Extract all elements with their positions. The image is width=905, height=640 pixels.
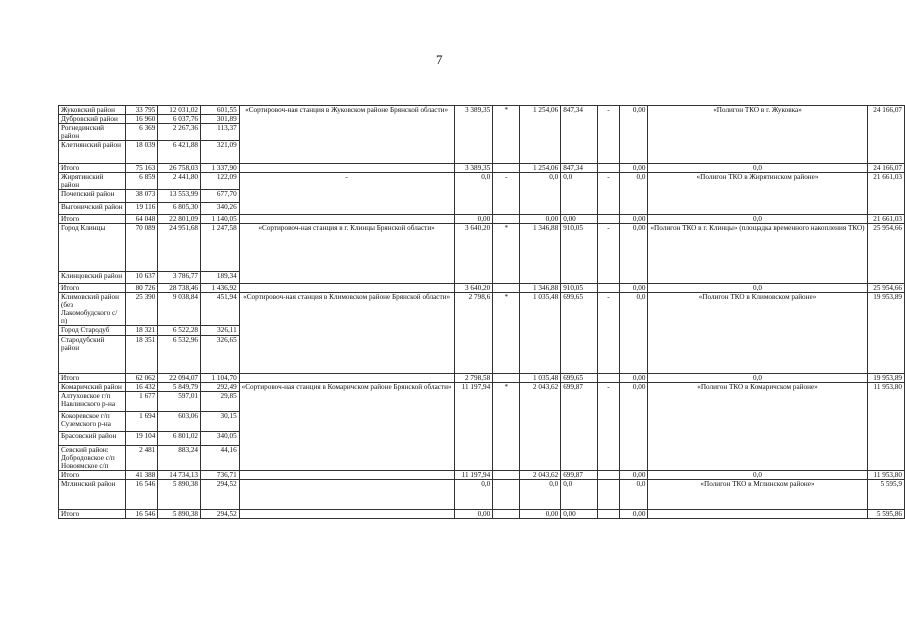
- waste-daily-cell: 340,05: [201, 432, 240, 446]
- marker-cell: *: [493, 224, 520, 284]
- value-cell: 0,0: [561, 173, 598, 215]
- polygon-cell: [648, 510, 867, 519]
- population-cell: 80 726: [126, 284, 158, 293]
- itogo-label: Итого: [59, 374, 126, 383]
- waste-mass-cell: 22 094,07: [158, 374, 201, 383]
- area-cell: Почепский район: [59, 190, 126, 203]
- waste-mass-cell: 13 553,99: [158, 190, 201, 203]
- value-cell: 3 640,20: [454, 224, 493, 284]
- population-cell: 16 546: [126, 510, 158, 519]
- marker-cell: [493, 480, 520, 510]
- area-cell: Рогнединский район: [59, 124, 126, 141]
- waste-daily-cell: 1 436,92: [201, 284, 240, 293]
- itogo-row: [59, 284, 905, 293]
- area-cell: Севский район: Добродовское с/п Новоямское с/п: [59, 446, 126, 471]
- station-cell: [239, 480, 454, 510]
- waste-mass-cell: 883,24: [158, 446, 201, 471]
- waste-mass-cell: 5 890,38: [158, 510, 201, 519]
- polygon-cell: 0,0: [648, 471, 867, 480]
- population-cell: 2 481: [126, 446, 158, 471]
- value-cell: 1 035,48: [520, 293, 561, 374]
- value-cell: 0,00: [561, 510, 598, 519]
- area-cell: Алтуховское г/п Навлинского р-на: [59, 392, 126, 412]
- itogo-label: Итого: [59, 215, 126, 224]
- waste-daily-cell: 122,09: [201, 173, 240, 190]
- waste-daily-cell: 29,85: [201, 392, 240, 412]
- station-cell: «Сортировоч-ная станция в г. Клинцы Брянской области»: [239, 224, 454, 284]
- area-cell: Мглинский район: [59, 480, 126, 510]
- waste-mass-cell: 6 421,88: [158, 141, 201, 164]
- value-cell: 0,0: [520, 480, 561, 510]
- waste-mass-cell: 6 522,28: [158, 326, 201, 336]
- waste-daily-cell: 451,94: [201, 293, 240, 326]
- value-cell: 3 389,35: [454, 164, 493, 173]
- itogo-label: Итого: [59, 164, 126, 173]
- polygon-cell: «Полигон ТКО в Мглинском районе»: [648, 480, 867, 510]
- area-cell: Город Стародуб: [59, 326, 126, 336]
- marker-cell: [493, 374, 520, 383]
- value-cell: 847,34: [561, 164, 598, 173]
- value-cell: 699,87: [561, 471, 598, 480]
- itogo-label: Итого: [59, 510, 126, 519]
- table-row: [59, 480, 905, 510]
- marker-cell: [598, 374, 620, 383]
- population-cell: 16 960: [126, 115, 158, 124]
- table-row: [59, 293, 905, 326]
- polygon-cell: 0,0: [648, 164, 867, 173]
- polygon-cell: «Полигон ТКО в г. Клинцы» (площадка временного накопления ТКО): [648, 224, 867, 284]
- station-cell: [239, 284, 454, 293]
- total-cell: 5 595,86: [867, 510, 904, 519]
- value-cell: 0,0: [454, 480, 493, 510]
- population-cell: 19 116: [126, 203, 158, 215]
- marker-cell: [598, 471, 620, 480]
- station-cell: «Сортировоч-ная станция в Комаричском районе Брянской области»: [239, 383, 454, 471]
- waste-mass-cell: 28 738,46: [158, 284, 201, 293]
- value-cell: 0,00: [454, 510, 493, 519]
- population-cell: 18 039: [126, 141, 158, 164]
- table-row: [59, 106, 905, 115]
- polygon-cell: «Полигон ТКО в Комаричском районе»: [648, 383, 867, 471]
- polygon-cell: 0,0: [648, 374, 867, 383]
- waste-daily-cell: 1 140,05: [201, 215, 240, 224]
- waste-daily-cell: 294,52: [201, 480, 240, 510]
- marker-cell: [493, 284, 520, 293]
- value-cell: 0,0: [520, 173, 561, 215]
- waste-daily-cell: 326,11: [201, 326, 240, 336]
- waste-daily-cell: 292,49: [201, 383, 240, 392]
- waste-mass-cell: 5 849,79: [158, 383, 201, 392]
- total-cell: 11 953,80: [867, 383, 904, 471]
- area-cell: Клетнянский район: [59, 141, 126, 164]
- marker-cell: [598, 164, 620, 173]
- value-cell: 1 254,06: [520, 164, 561, 173]
- marker-cell: [493, 164, 520, 173]
- value-cell: 1 346,88: [520, 224, 561, 284]
- value-cell: 1 254,06: [520, 106, 561, 164]
- marker-cell: *: [493, 293, 520, 374]
- total-cell: 19 953,89: [867, 374, 904, 383]
- marker-cell: *: [493, 106, 520, 164]
- value-cell: 2 798,58: [454, 374, 493, 383]
- table-row: [59, 383, 905, 392]
- waste-mass-cell: 26 758,03: [158, 164, 201, 173]
- station-cell: «Сортировоч-ная станция в Жуковском районе Брянской области»: [239, 106, 454, 164]
- value-cell: 910,05: [561, 224, 598, 284]
- itogo-row: [59, 215, 905, 224]
- station-cell: -: [239, 173, 454, 215]
- value-cell: 3 640,20: [454, 284, 493, 293]
- population-cell: 18 321: [126, 326, 158, 336]
- marker-cell: [598, 284, 620, 293]
- population-cell: 10 637: [126, 272, 158, 284]
- station-cell: [239, 471, 454, 480]
- area-cell: Дубровский район: [59, 115, 126, 124]
- value-cell: 0,00: [619, 471, 648, 480]
- value-cell: 0,00: [619, 374, 648, 383]
- waste-mass-cell: 22 801,09: [158, 215, 201, 224]
- value-cell: 699,87: [561, 383, 598, 471]
- population-cell: 1 677: [126, 392, 158, 412]
- value-cell: 0,00: [619, 215, 648, 224]
- total-cell: 21 661,03: [867, 215, 904, 224]
- marker-cell: [598, 480, 620, 510]
- station-cell: [239, 215, 454, 224]
- waste-mass-cell: 2 267,36: [158, 124, 201, 141]
- waste-daily-cell: 1 104,70: [201, 374, 240, 383]
- marker-cell: [493, 471, 520, 480]
- waste-daily-cell: 677,70: [201, 190, 240, 203]
- value-cell: 699,65: [561, 374, 598, 383]
- area-cell: Кокоревское г/п Суземского р-на: [59, 412, 126, 432]
- waste-mass-cell: 597,01: [158, 392, 201, 412]
- value-cell: 1 346,88: [520, 284, 561, 293]
- value-cell: 0,00: [619, 383, 648, 471]
- station-cell: [239, 374, 454, 383]
- marker-cell: -: [598, 106, 620, 164]
- marker-cell: -: [598, 383, 620, 471]
- waste-mass-cell: 603,06: [158, 412, 201, 432]
- population-cell: 75 163: [126, 164, 158, 173]
- waste-mass-cell: 14 734,13: [158, 471, 201, 480]
- total-cell: 21 661,03: [867, 173, 904, 215]
- itogo-label: Итого: [59, 284, 126, 293]
- total-cell: 5 595,9: [867, 480, 904, 510]
- station-cell: [239, 164, 454, 173]
- total-cell: 11 953,80: [867, 471, 904, 480]
- table-row: [59, 224, 905, 272]
- waste-mass-cell: 6 805,30: [158, 203, 201, 215]
- value-cell: 0,00: [619, 284, 648, 293]
- marker-cell: -: [598, 173, 620, 215]
- total-cell: 19 953,89: [867, 293, 904, 374]
- area-cell: Стародубский район: [59, 336, 126, 374]
- station-cell: [239, 510, 454, 519]
- waste-daily-cell: 1 337,90: [201, 164, 240, 173]
- station-cell: «Сортировоч-ная станция в Климовском районе Брянской области»: [239, 293, 454, 374]
- marker-cell: [598, 215, 620, 224]
- population-cell: 41 388: [126, 471, 158, 480]
- area-cell: Комаричский район: [59, 383, 126, 392]
- waste-daily-cell: 113,37: [201, 124, 240, 141]
- population-cell: 19 104: [126, 432, 158, 446]
- waste-mass-cell: 3 786,77: [158, 272, 201, 284]
- population-cell: 62 062: [126, 374, 158, 383]
- itogo-row: [59, 164, 905, 173]
- waste-mass-cell: 9 038,84: [158, 293, 201, 326]
- area-cell: Жирятинский район: [59, 173, 126, 190]
- population-cell: 33 795: [126, 106, 158, 115]
- population-cell: 16 432: [126, 383, 158, 392]
- waste-mass-cell: 12 031,02: [158, 106, 201, 115]
- polygon-cell: «Полигон ТКО в Климовском районе»: [648, 293, 867, 374]
- itogo-row: [59, 471, 905, 480]
- waste-mass-cell: 6 532,96: [158, 336, 201, 374]
- waste-mass-cell: 2 441,80: [158, 173, 201, 190]
- waste-daily-cell: 301,89: [201, 115, 240, 124]
- value-cell: 0,00: [520, 215, 561, 224]
- area-cell: Выгоничский район: [59, 203, 126, 215]
- polygon-cell: «Полигон ТКО в г. Жуковка»: [648, 106, 867, 164]
- value-cell: 699,65: [561, 293, 598, 374]
- marker-cell: *: [493, 383, 520, 471]
- marker-cell: -: [598, 224, 620, 284]
- marker-cell: [493, 215, 520, 224]
- polygon-cell: 0,0: [648, 215, 867, 224]
- waste-daily-cell: 294,52: [201, 510, 240, 519]
- polygon-cell: 0,0: [648, 284, 867, 293]
- population-cell: 1 694: [126, 412, 158, 432]
- population-cell: 18 351: [126, 336, 158, 374]
- value-cell: 0,0: [619, 173, 648, 215]
- population-cell: 6 369: [126, 124, 158, 141]
- itogo-row: [59, 374, 905, 383]
- value-cell: 0,0: [561, 480, 598, 510]
- total-cell: 24 166,07: [867, 106, 904, 164]
- itogo-row: [59, 510, 905, 519]
- waste-daily-cell: 601,55: [201, 106, 240, 115]
- waste-mass-cell: 5 890,38: [158, 480, 201, 510]
- waste-daily-cell: 44,16: [201, 446, 240, 471]
- value-cell: 0,00: [619, 510, 648, 519]
- population-cell: 6 859: [126, 173, 158, 190]
- population-cell: 25 390: [126, 293, 158, 326]
- value-cell: 0,00: [619, 106, 648, 164]
- value-cell: 0,0: [619, 480, 648, 510]
- itogo-label: Итого: [59, 471, 126, 480]
- total-cell: 25 954,66: [867, 284, 904, 293]
- waste-daily-cell: 189,34: [201, 272, 240, 284]
- table-row: [59, 173, 905, 190]
- value-cell: 2 043,62: [520, 383, 561, 471]
- page-number: 7: [436, 52, 443, 67]
- population-cell: 64 048: [126, 215, 158, 224]
- area-cell: Брасовский район: [59, 432, 126, 446]
- total-cell: 25 954,66: [867, 224, 904, 284]
- polygon-cell: «Полигон ТКО в Жирятинском районе»: [648, 173, 867, 215]
- area-cell: Клинцовский район: [59, 272, 126, 284]
- value-cell: 2 798,6: [454, 293, 493, 374]
- waste-mass-cell: 6 037,76: [158, 115, 201, 124]
- value-cell: 847,34: [561, 106, 598, 164]
- marker-cell: [493, 510, 520, 519]
- marker-cell: -: [493, 173, 520, 215]
- waste-daily-cell: 321,09: [201, 141, 240, 164]
- population-cell: 38 073: [126, 190, 158, 203]
- value-cell: 11 197,94: [454, 383, 493, 471]
- population-cell: 16 546: [126, 480, 158, 510]
- value-cell: 0,0: [454, 173, 493, 215]
- value-cell: 910,05: [561, 284, 598, 293]
- value-cell: 11 197,94: [454, 471, 493, 480]
- waste-daily-cell: 1 247,58: [201, 224, 240, 272]
- value-cell: 1 035,48: [520, 374, 561, 383]
- area-cell: Город Клинцы: [59, 224, 126, 272]
- waste-daily-cell: 30,15: [201, 412, 240, 432]
- waste-distribution-table: [58, 105, 905, 519]
- waste-daily-cell: 340,26: [201, 203, 240, 215]
- value-cell: 0,00: [520, 510, 561, 519]
- waste-mass-cell: 6 801,02: [158, 432, 201, 446]
- value-cell: 0,00: [619, 164, 648, 173]
- waste-daily-cell: 326,65: [201, 336, 240, 374]
- waste-daily-cell: 736,71: [201, 471, 240, 480]
- value-cell: 0,00: [619, 224, 648, 284]
- value-cell: 0,00: [454, 215, 493, 224]
- value-cell: 3 389,35: [454, 106, 493, 164]
- marker-cell: [598, 510, 620, 519]
- area-cell: Жуковский район: [59, 106, 126, 115]
- population-cell: 70 089: [126, 224, 158, 272]
- value-cell: 0,0: [619, 293, 648, 374]
- value-cell: 0,00: [561, 215, 598, 224]
- area-cell: Климовский район (без Лакомобудского с/п): [59, 293, 126, 326]
- total-cell: 24 166,07: [867, 164, 904, 173]
- waste-mass-cell: 24 951,68: [158, 224, 201, 272]
- marker-cell: -: [598, 293, 620, 374]
- value-cell: 2 043,62: [520, 471, 561, 480]
